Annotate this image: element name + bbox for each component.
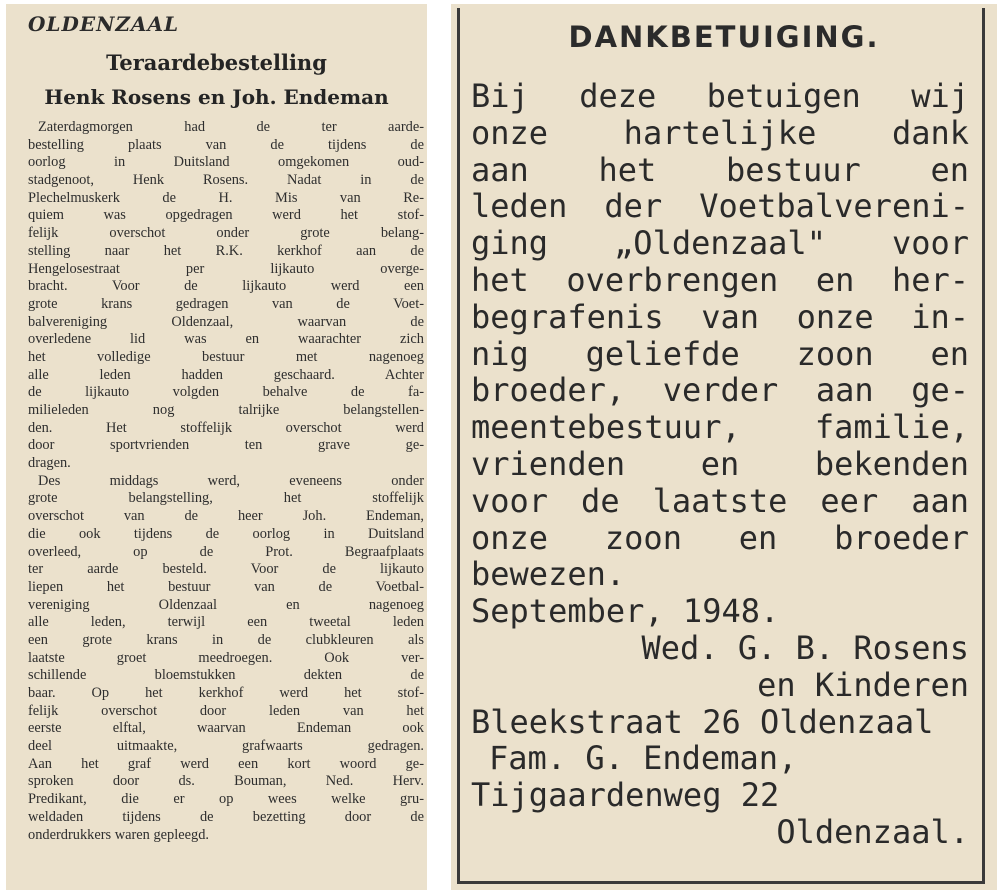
article-paragraph-2-line: schillende bloemstukken dekten de: [28, 667, 424, 684]
notice-body-line: broeder, verder aan ge-: [471, 372, 969, 410]
article-paragraph-2-line: weldaden tijdens de bezetting door de: [28, 808, 424, 825]
article-paragraph-2: [28, 473, 424, 844]
left-newspaper-clipping: [6, 4, 427, 890]
article-paragraph-1-line: milieleden nog talrijke belangstellen-: [28, 402, 424, 418]
article-paragraph-1-line: alle leden hadden geschaard. Achter: [28, 366, 424, 383]
article-paragraph-1-line: Plechelmuskerk de H. Mis van Re-: [28, 189, 424, 206]
article-paragraph-2-line: overleed, op de Prot. Begraafplaats: [28, 543, 424, 560]
article-paragraph-2-line: vereniging Oldenzaal en nagenoeg: [28, 596, 424, 613]
article-paragraph-1-line: Zaterdagmorgen had de ter aarde-: [38, 119, 424, 135]
notice-body-line: Bij deze betuigen wij: [471, 78, 969, 115]
article-paragraph-1-line: het volledige bestuur met nagenoeg: [28, 348, 424, 365]
article-paragraph-1-line: felijk overschot onder grote belang-: [28, 225, 424, 242]
notice-body-line: bewezen.: [471, 556, 626, 594]
article-paragraph-2-line: Des middags werd, eveneens onder: [38, 472, 424, 489]
notice-body-line: onze hartelijke dank: [471, 114, 969, 152]
notice-body-line: voor de laatste eer aan: [471, 482, 969, 520]
article-paragraph-2-line: laatste groet meedroegen. Ook ver-: [28, 649, 424, 666]
article-paragraph-1-line: Hengelosestraat per lijkauto overge-: [28, 260, 424, 277]
notice-body-line: ging „Oldenzaal" voor: [471, 225, 969, 262]
article-paragraph-2-line: deel uitmaakte, grafwaarts gedragen.: [28, 738, 424, 755]
article-paragraph-1-line: balvereniging Oldenzaal, waarvan de: [28, 313, 424, 330]
article-paragraph-2-line: liepen het bestuur van de Voetbal-: [28, 578, 424, 595]
article-paragraph-2-line: baar. Op het kerkhof werd het stof-: [28, 685, 424, 701]
notice-date: September, 1948.: [471, 593, 780, 630]
notice-signature-rosens: Wed. G. B. Rosens: [641, 629, 969, 667]
article-paragraph-2-line: eerste elftal, waarvan Endeman ook: [28, 720, 424, 737]
notice-body-line: meentebestuur, familie,: [471, 409, 969, 446]
article-paragraph-1-line: door sportvrienden ten grave ge-: [28, 437, 424, 454]
article-paragraph-2-line: alle leden, terwijl een tweetal leden: [28, 614, 424, 631]
article-paragraph-2-line: onderdrukkers waren gepleegd.: [28, 826, 210, 843]
notice-body-line: onze zoon en broeder: [471, 519, 969, 557]
notice-signature-endeman: Fam. G. Endeman,: [489, 740, 798, 778]
article-paragraph-2-line: een grote krans in de clubkleuren als: [28, 631, 424, 648]
notice-address-rosens: Bleekstraat 26 Oldenzaal: [471, 703, 934, 741]
notice-signature-children: en Kinderen: [757, 666, 969, 704]
article-paragraph-2-line: felijk overschot door leden van het: [28, 702, 424, 719]
article-headline: Teraardebestelling: [106, 50, 327, 75]
article-paragraph-1-line: quiem was opgedragen werd het stof-: [28, 207, 424, 224]
article-paragraph-1: [28, 119, 424, 473]
right-newspaper-clipping: [451, 4, 997, 890]
article-paragraph-1-line: den. Het stoffelijk overschot werd: [28, 419, 424, 436]
article-paragraph-1-line: grote krans gedragen van de Voet-: [28, 295, 424, 312]
article-paragraph-1-line: oorlog in Duitsland omgekomen oud-: [28, 154, 424, 171]
notice-body-line: aan het bestuur en: [471, 151, 969, 189]
notice-body-line: het overbrengen en her-: [471, 261, 969, 299]
town-heading: OLDENZAAL: [28, 12, 180, 36]
article-paragraph-2-line: ter aarde besteld. Voor de lijkauto: [28, 561, 424, 578]
article-paragraph-2-line: die ook tijdens de oorlog in Duitsland: [28, 525, 424, 542]
article-subheadline: Henk Rosens en Joh. Endeman: [44, 85, 389, 109]
article-paragraph-1-line: stadgenoot, Henk Rosens. Nadat in de: [28, 172, 424, 189]
notice-text: [471, 78, 969, 593]
notice-title: DANKBETUIGING.: [568, 20, 880, 54]
notice-body: [471, 78, 969, 851]
article-paragraph-1-line: overledene lid was en waarachter zich: [28, 331, 424, 348]
article-paragraph-2-line: Aan het graf werd een kort woord ge-: [28, 755, 424, 772]
notice-body-line: vrienden en bekenden: [471, 445, 969, 483]
article-paragraph-2-line: Predikant, die er op wees welke gru-: [28, 791, 424, 808]
article-body: [28, 119, 424, 844]
notice-body-line: leden der Voetbalvereni-: [471, 188, 969, 226]
article-paragraph-1-line: bracht. Voor de lijkauto werd een: [28, 278, 424, 295]
article-paragraph-1-line: de lijkauto volgden behalve de fa-: [28, 384, 424, 401]
notice-address-endeman-street: Tijgaardenweg 22: [471, 777, 780, 814]
article-paragraph-1-line: stelling naar het R.K. kerkhof aan de: [28, 242, 424, 259]
article-paragraph-2-line: grote belangstelling, het stoffelijk: [28, 490, 424, 507]
notice-address-endeman-city: Oldenzaal.: [776, 813, 969, 851]
article-paragraph-1-line: bestelling plaats van de tijdens de: [28, 136, 424, 153]
article-paragraph-1-line: dragen.: [28, 455, 71, 472]
notice-body-line: begrafenis van onze in-: [471, 298, 969, 336]
article-paragraph-2-line: overschot van de heer Joh. Endeman,: [28, 508, 424, 525]
notice-body-line: nig geliefde zoon en: [471, 335, 969, 373]
article-paragraph-2-line: sproken door ds. Bouman, Ned. Herv.: [28, 773, 424, 790]
